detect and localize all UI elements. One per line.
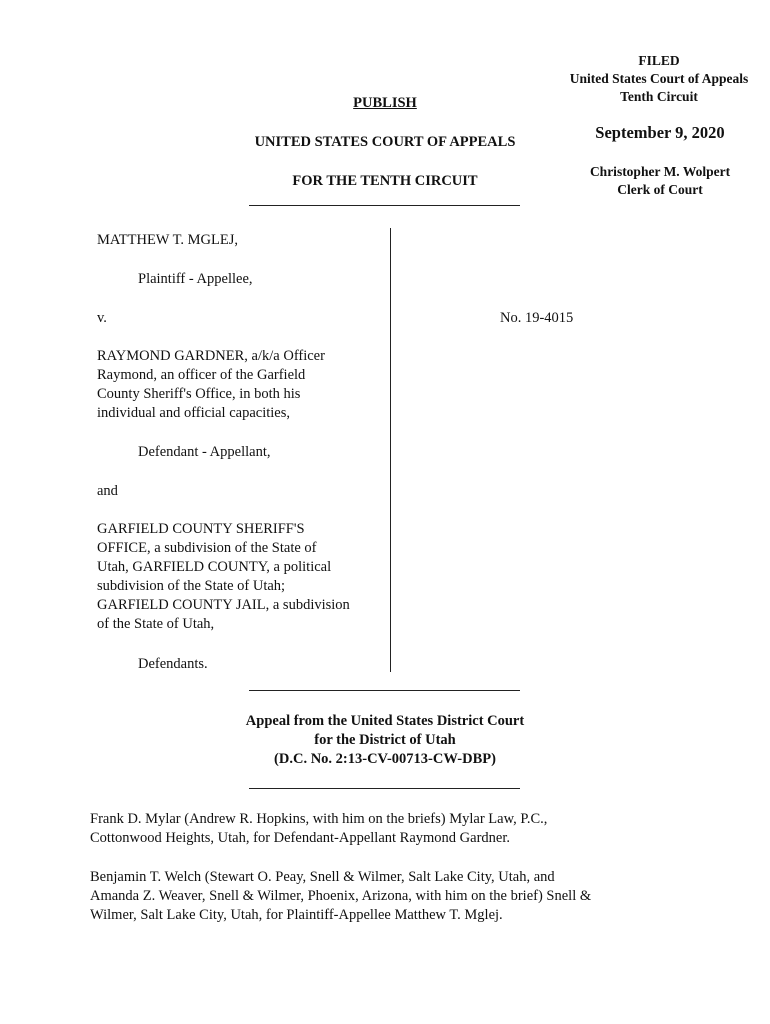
other-defendant-line: of the State of Utah,	[97, 616, 215, 632]
appellee-counsel-line: Benjamin T. Welch (Stewart O. Peay, Snell & Wilmer, Salt Lake City, Utah, and	[90, 869, 555, 885]
header-rule	[249, 205, 520, 206]
plaintiff-role: Plaintiff - Appellee,	[138, 271, 253, 287]
defendant-line: RAYMOND GARDNER, a/k/a Officer	[97, 348, 325, 364]
appellee-counsel-line: Wilmer, Salt Lake City, Utah, for Plaintiff-Appellee Matthew T. Mglej.	[90, 907, 503, 923]
publish-label: PUBLISH	[353, 95, 417, 111]
plaintiff-name: MATTHEW T. MGLEJ,	[97, 232, 238, 248]
defendant-line: individual and official capacities,	[97, 405, 290, 421]
clerk-block	[560, 163, 760, 199]
appellee-counsel-line: Amanda Z. Weaver, Snell & Wilmer, Phoenix, Arizona, with him on the brief) Snell &	[90, 888, 592, 904]
other-defendant-line: GARFIELD COUNTY JAIL, a subdivision	[97, 597, 350, 613]
versus: v.	[97, 310, 107, 326]
clerk-name: Christopher M. Wolpert	[589, 164, 731, 179]
defendant-line: County Sheriff's Office, in both his	[97, 386, 301, 402]
other-defendant-line: GARFIELD COUNTY SHERIFF'S	[97, 521, 305, 537]
and-label: and	[97, 483, 118, 499]
defendant-line: Raymond, an officer of the Garfield	[97, 367, 306, 383]
filed-court: United States Court of Appeals	[569, 71, 749, 86]
other-defendant-line: subdivision of the State of Utah;	[97, 578, 286, 594]
caption-rule	[249, 690, 520, 691]
appeal-line-1: Appeal from the United States District Court	[245, 713, 525, 729]
appellant-counsel	[90, 810, 690, 848]
other-defendant-line: Utah, GARFIELD COUNTY, a political	[97, 559, 332, 575]
filed-date: September 9, 2020	[595, 123, 725, 142]
filed-circuit: Tenth Circuit	[620, 89, 698, 104]
circuit-name: FOR THE TENTH CIRCUIT	[292, 173, 478, 189]
court-name: UNITED STATES COURT OF APPEALS	[254, 134, 516, 150]
appeal-rule	[249, 788, 520, 789]
filed-label: FILED	[638, 53, 680, 68]
appellant-counsel-line: Cottonwood Heights, Utah, for Defendant-Appellant Raymond Gardner.	[90, 830, 511, 846]
other-defendants-role: Defendants.	[138, 656, 208, 672]
case-number: No. 19-4015	[500, 310, 574, 326]
appeal-origin	[200, 712, 570, 769]
appellee-counsel	[90, 868, 690, 925]
defendant-role: Defendant - Appellant,	[138, 444, 271, 460]
appellant-counsel-line: Frank D. Mylar (Andrew R. Hopkins, with him on the briefs) Mylar Law, P.C.,	[90, 811, 548, 827]
appeal-line-3: (D.C. No. 2:13-CV-00713-CW-DBP)	[274, 751, 496, 767]
other-defendant-line: OFFICE, a subdivision of the State of	[97, 540, 317, 556]
clerk-title: Clerk of Court	[617, 182, 703, 197]
other-defendants-description	[97, 520, 392, 634]
appeal-line-2: for the District of Utah	[314, 732, 456, 748]
defendant-description	[97, 347, 392, 423]
filing-stamp	[548, 52, 770, 106]
